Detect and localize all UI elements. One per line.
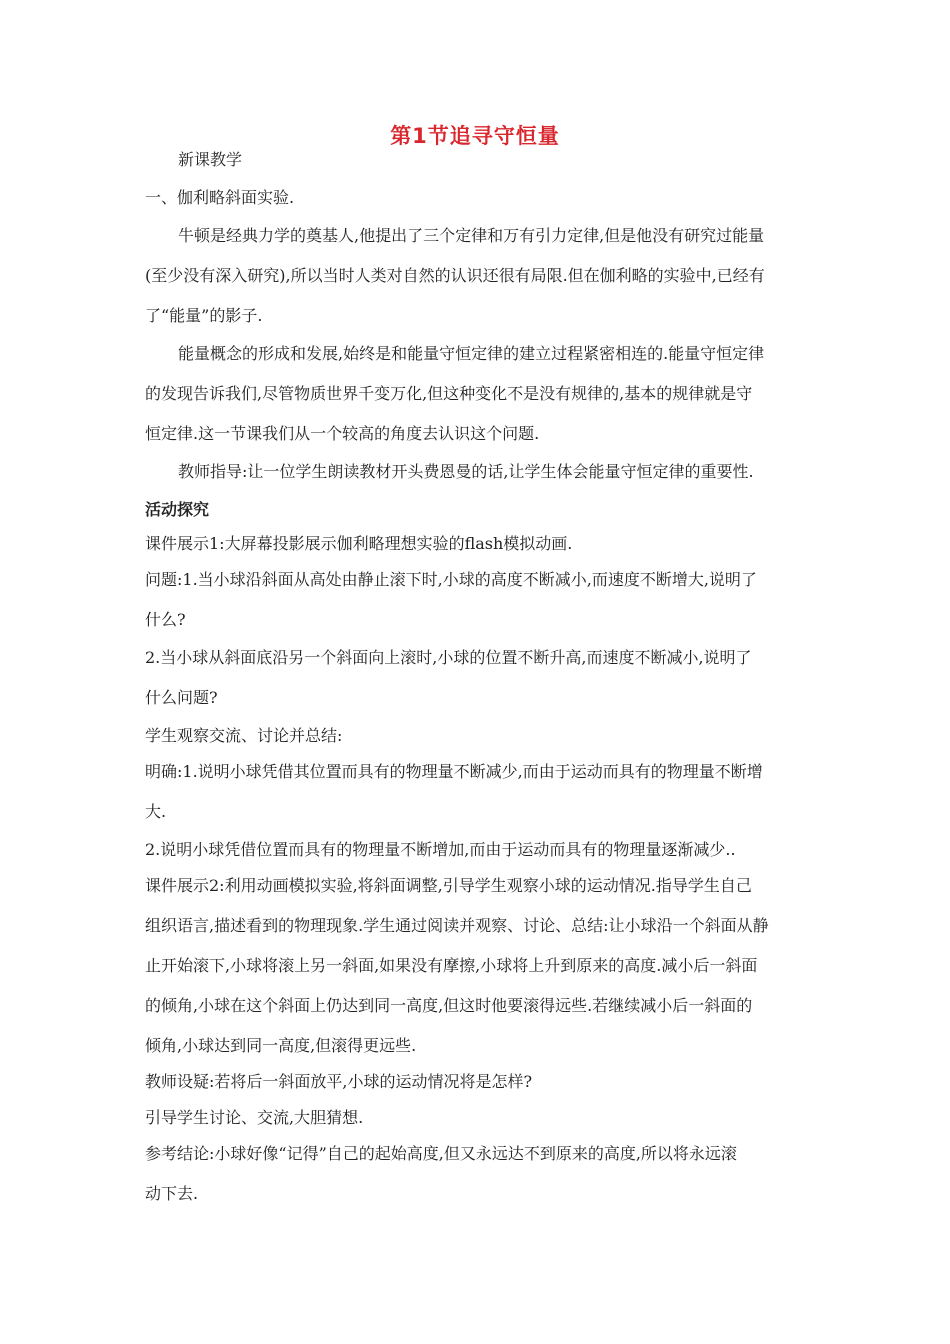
text-line: 什么? — [145, 610, 186, 629]
text-line: 牛顿是经典力学的奠基人,他提出了三个定律和万有引力定律,但是他没有研究过能量 — [178, 226, 765, 245]
text-line: 的倾角,小球在这个斜面上仍达到同一高度,但这时他要滚得远些.若继续减小后一斜面的 — [145, 996, 753, 1015]
text-line: 新课教学 — [178, 150, 243, 169]
text-line: 大. — [145, 802, 167, 821]
text-line: 课件展示1:大屏幕投影展示伽利略理想实验的flash模拟动画. — [145, 534, 573, 553]
section-heading: 活动探究 — [145, 500, 210, 519]
text-line: 课件展示2:利用动画模拟实验,将斜面调整,引导学生观察小球的运动情况.指导学生自己 — [145, 876, 752, 895]
text-line: 止开始滚下,小球将滚上另一斜面,如果没有摩擦,小球将上升到原来的高度.减小后一斜面 — [145, 956, 758, 975]
text-line: 明确:1.说明小球凭借其位置而具有的物理量不断减少,而由于运动而具有的物理量不断增 — [145, 762, 763, 781]
text-line: 引导学生讨论、交流,大胆猜想. — [145, 1108, 364, 1127]
text-line: 学生观察交流、讨论并总结: — [145, 726, 343, 745]
text-line: 的发现告诉我们,尽管物质世界千变万化,但这种变化不是没有规律的,基本的规律就是守 — [145, 384, 753, 403]
text-line: 一、伽利略斜面实验. — [145, 188, 295, 207]
text-line: 动下去. — [145, 1184, 199, 1203]
text-line: 2.说明小球凭借位置而具有的物理量不断增加,而由于运动而具有的物理量逐渐减少.. — [145, 840, 736, 859]
text-line: 问题:1.当小球沿斜面从高处由静止滚下时,小球的高度不断减小,而速度不断增大,说明了 — [145, 570, 757, 589]
text-line: 教师指导:让一位学生朗读教材开头费恩曼的话,让学生体会能量守恒定律的重要性. — [178, 462, 754, 481]
text-line: 组织语言,描述看到的物理现象.学生通过阅读并观察、讨论、总结:让小球沿一个斜面从静 — [145, 916, 769, 935]
text-line: (至少没有深入研究),所以当时人类对自然的认识还很有局限.但在伽利略的实验中,已经有 — [145, 266, 765, 285]
text-line: 能量概念的形成和发展,始终是和能量守恒定律的建立过程紧密相连的.能量守恒定律 — [178, 344, 765, 363]
text-line: 教师设疑:若将后一斜面放平,小球的运动情况将是怎样? — [145, 1072, 533, 1091]
text-line: 恒定律.这一节课我们从一个较高的角度去认识这个问题. — [145, 424, 540, 443]
text-line: 什么问题? — [145, 688, 218, 707]
text-line: 2.当小球从斜面底沿另一个斜面向上滚时,小球的位置不断升高,而速度不断减小,说明了 — [145, 648, 752, 667]
text-line: 参考结论:小球好像“记得”自己的起始高度,但又永远达不到原来的高度,所以将永远滚 — [145, 1144, 737, 1163]
page-title: 第1节追寻守恒量 — [390, 124, 560, 148]
text-line: 了“能量”的影子. — [145, 306, 263, 325]
text-line: 倾角,小球达到同一高度,但滚得更远些. — [145, 1036, 417, 1055]
